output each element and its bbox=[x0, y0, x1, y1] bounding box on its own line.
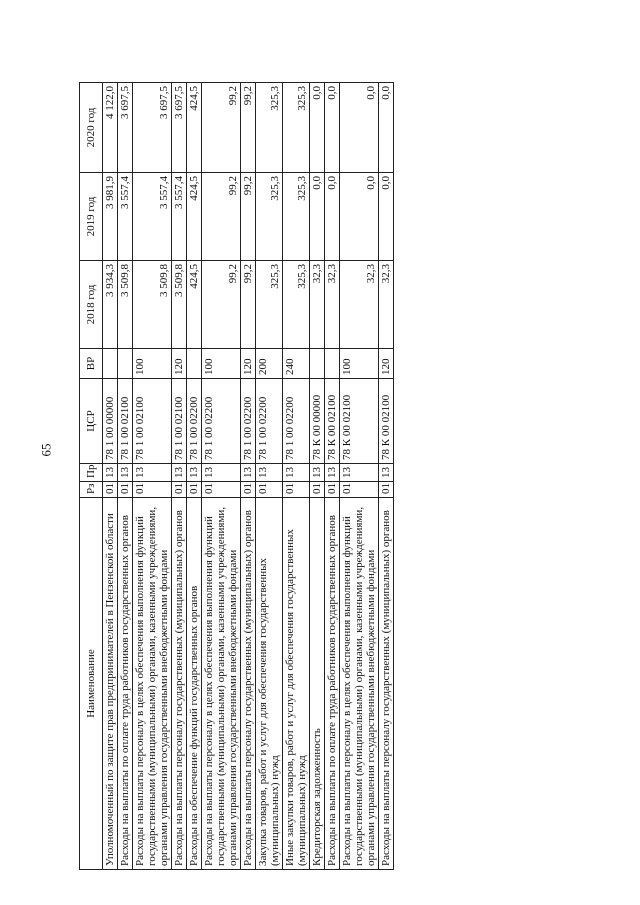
row-name: Расходы на выплаты по оплате труда работников государственных органов bbox=[325, 498, 340, 870]
row-csr: 78 1 00 02200 bbox=[202, 379, 241, 464]
row-rz: 01 bbox=[133, 482, 172, 498]
row-rz: 01 bbox=[103, 482, 118, 498]
row-rz: 01 bbox=[172, 482, 187, 498]
row-2020: 3 697,5 bbox=[118, 83, 133, 173]
row-pr: 13 bbox=[133, 464, 172, 482]
row-2020: 0,0 bbox=[325, 83, 340, 173]
row-2019: 3 557,4 bbox=[172, 173, 187, 261]
table-row bbox=[133, 83, 172, 870]
row-rz: 01 bbox=[202, 482, 241, 498]
row-2019: 325,3 bbox=[256, 173, 283, 261]
table-row bbox=[256, 83, 283, 870]
row-2018: 32,3 bbox=[379, 261, 394, 349]
row-2020: 424,5 bbox=[187, 83, 202, 173]
row-2020: 325,3 bbox=[283, 83, 310, 173]
row-csr: 78 1 00 02200 bbox=[187, 379, 202, 464]
header-csr: ЦСР bbox=[80, 379, 103, 464]
table-row bbox=[325, 83, 340, 870]
table-row bbox=[103, 83, 118, 870]
row-csr: 78 1 00 02200 bbox=[256, 379, 283, 464]
row-rz: 01 bbox=[187, 482, 202, 498]
row-pr: 13 bbox=[187, 464, 202, 482]
row-vr: 100 bbox=[133, 349, 172, 379]
row-vr bbox=[187, 349, 202, 379]
row-vr: 120 bbox=[379, 349, 394, 379]
row-pr: 13 bbox=[202, 464, 241, 482]
row-vr: 240 bbox=[283, 349, 310, 379]
row-2019: 99,2 bbox=[202, 173, 241, 261]
row-rz: 01 bbox=[118, 482, 133, 498]
table-row bbox=[283, 83, 310, 870]
row-2019: 3 557,4 bbox=[133, 173, 172, 261]
row-csr: 78 К 00 02100 bbox=[340, 379, 379, 464]
row-csr: 78 1 00 00000 bbox=[103, 379, 118, 464]
row-name: Уполномоченный по защите прав предпринимателей в Пензенской области bbox=[103, 498, 118, 870]
row-2018: 99,2 bbox=[241, 261, 256, 349]
row-rz: 01 bbox=[379, 482, 394, 498]
row-2018: 3 509,8 bbox=[118, 261, 133, 349]
row-2018: 3 934,3 bbox=[103, 261, 118, 349]
row-name: Расходы на выплаты персоналу государственных (муниципальных) органов bbox=[172, 498, 187, 870]
table-row bbox=[118, 83, 133, 870]
row-vr: 120 bbox=[241, 349, 256, 379]
row-2019: 99,2 bbox=[241, 173, 256, 261]
row-csr: 78 К 00 02100 bbox=[325, 379, 340, 464]
row-2019: 0,0 bbox=[340, 173, 379, 261]
row-pr: 13 bbox=[256, 464, 283, 482]
row-name: Расходы на выплаты по оплате труда работников государственных органов bbox=[118, 498, 133, 870]
row-2020: 99,2 bbox=[241, 83, 256, 173]
row-vr bbox=[325, 349, 340, 379]
row-rz: 01 bbox=[241, 482, 256, 498]
row-name: Иные закупки товаров, работ и услуг для обеспечения государственных (муниципальных) нужд bbox=[283, 498, 310, 870]
table-row bbox=[379, 83, 394, 870]
row-vr: 100 bbox=[340, 349, 379, 379]
header-pr: Пр bbox=[80, 464, 103, 482]
row-name: Кредиторская задолженность bbox=[310, 498, 325, 870]
budget-table bbox=[79, 82, 394, 870]
table-header-row bbox=[80, 83, 103, 870]
row-rz: 01 bbox=[310, 482, 325, 498]
row-2020: 0,0 bbox=[379, 83, 394, 173]
row-pr: 13 bbox=[241, 464, 256, 482]
row-pr: 13 bbox=[340, 464, 379, 482]
row-name: Расходы на выплаты персоналу в целях обеспечения выполнения функций государственными (муниципальными) органами, казенными учреждениями, органами управления государственными внебюджетными фондами bbox=[133, 498, 172, 870]
row-csr: 78 К 00 02100 bbox=[379, 379, 394, 464]
row-2018: 32,3 bbox=[340, 261, 379, 349]
row-vr: 100 bbox=[202, 349, 241, 379]
row-pr: 13 bbox=[103, 464, 118, 482]
row-2018: 99,2 bbox=[202, 261, 241, 349]
table-row bbox=[310, 83, 325, 870]
row-2019: 3 557,4 bbox=[118, 173, 133, 261]
rotated-table-container bbox=[79, 83, 553, 870]
row-pr: 13 bbox=[379, 464, 394, 482]
row-vr bbox=[310, 349, 325, 379]
table-row bbox=[241, 83, 256, 870]
page-number-text: 65 bbox=[38, 443, 53, 457]
row-csr: 78 К 00 00000 bbox=[310, 379, 325, 464]
row-csr: 78 1 00 02100 bbox=[133, 379, 172, 464]
row-2018: 325,3 bbox=[283, 261, 310, 349]
row-2018: 325,3 bbox=[256, 261, 283, 349]
row-2018: 3 509,8 bbox=[133, 261, 172, 349]
row-2018: 424,5 bbox=[187, 261, 202, 349]
row-2019: 0,0 bbox=[379, 173, 394, 261]
row-csr: 78 1 00 02100 bbox=[118, 379, 133, 464]
row-name: Расходы на выплаты персоналу государственных (муниципальных) органов bbox=[379, 498, 394, 870]
row-pr: 13 bbox=[172, 464, 187, 482]
row-2018: 3 509,8 bbox=[172, 261, 187, 349]
row-name: Расходы на обеспечение функций государственных органов bbox=[187, 498, 202, 870]
row-2018: 32,3 bbox=[325, 261, 340, 349]
row-pr: 13 bbox=[310, 464, 325, 482]
row-2019: 0,0 bbox=[310, 173, 325, 261]
row-name: Расходы на выплаты персоналу в целях обеспечения выполнения функций государственными (муниципальными) органами, казенными учреждениями, органами управления государственными внебюджетными фондами bbox=[340, 498, 379, 870]
row-vr bbox=[118, 349, 133, 379]
header-name: Наименование bbox=[80, 498, 103, 870]
row-2020: 3 697,5 bbox=[133, 83, 172, 173]
table-row bbox=[172, 83, 187, 870]
row-csr: 78 1 00 02200 bbox=[241, 379, 256, 464]
row-name: Расходы на выплаты персоналу в целях обеспечения выполнения функций государственными (муниципальными) органами, казенными учреждениями, органами управления государственными внебюджетными фондами bbox=[202, 498, 241, 870]
row-vr bbox=[103, 349, 118, 379]
row-rz: 01 bbox=[340, 482, 379, 498]
row-rz: 01 bbox=[325, 482, 340, 498]
row-2019: 424,5 bbox=[187, 173, 202, 261]
page-number bbox=[36, 440, 56, 460]
table-row bbox=[187, 83, 202, 870]
row-2020: 4 122,0 bbox=[103, 83, 118, 173]
row-vr: 200 bbox=[256, 349, 283, 379]
row-2020: 0,0 bbox=[340, 83, 379, 173]
row-csr: 78 1 00 02100 bbox=[172, 379, 187, 464]
row-name: Закупка товаров, работ и услуг для обеспечения государственных (муниципальных) нужд bbox=[256, 498, 283, 870]
row-2018: 32,3 bbox=[310, 261, 325, 349]
row-2019: 3 981,9 bbox=[103, 173, 118, 261]
row-2020: 99,2 bbox=[202, 83, 241, 173]
header-rz: Рз bbox=[80, 482, 103, 498]
row-2019: 325,3 bbox=[283, 173, 310, 261]
row-name: Расходы на выплаты персоналу государственных (муниципальных) органов bbox=[241, 498, 256, 870]
row-vr: 120 bbox=[172, 349, 187, 379]
header-2018: 2018 год bbox=[80, 261, 103, 349]
row-rz: 01 bbox=[256, 482, 283, 498]
header-2020: 2020 год bbox=[80, 83, 103, 173]
row-csr: 78 1 00 02200 bbox=[283, 379, 310, 464]
header-2019: 2019 год bbox=[80, 173, 103, 261]
table-row bbox=[340, 83, 379, 870]
row-rz: 01 bbox=[283, 482, 310, 498]
row-pr: 13 bbox=[118, 464, 133, 482]
table-row bbox=[202, 83, 241, 870]
row-2020: 325,3 bbox=[256, 83, 283, 173]
row-2020: 0,0 bbox=[310, 83, 325, 173]
row-pr: 13 bbox=[325, 464, 340, 482]
header-vr: ВР bbox=[80, 349, 103, 379]
row-2020: 3 697,5 bbox=[172, 83, 187, 173]
row-pr: 13 bbox=[283, 464, 310, 482]
row-2019: 0,0 bbox=[325, 173, 340, 261]
